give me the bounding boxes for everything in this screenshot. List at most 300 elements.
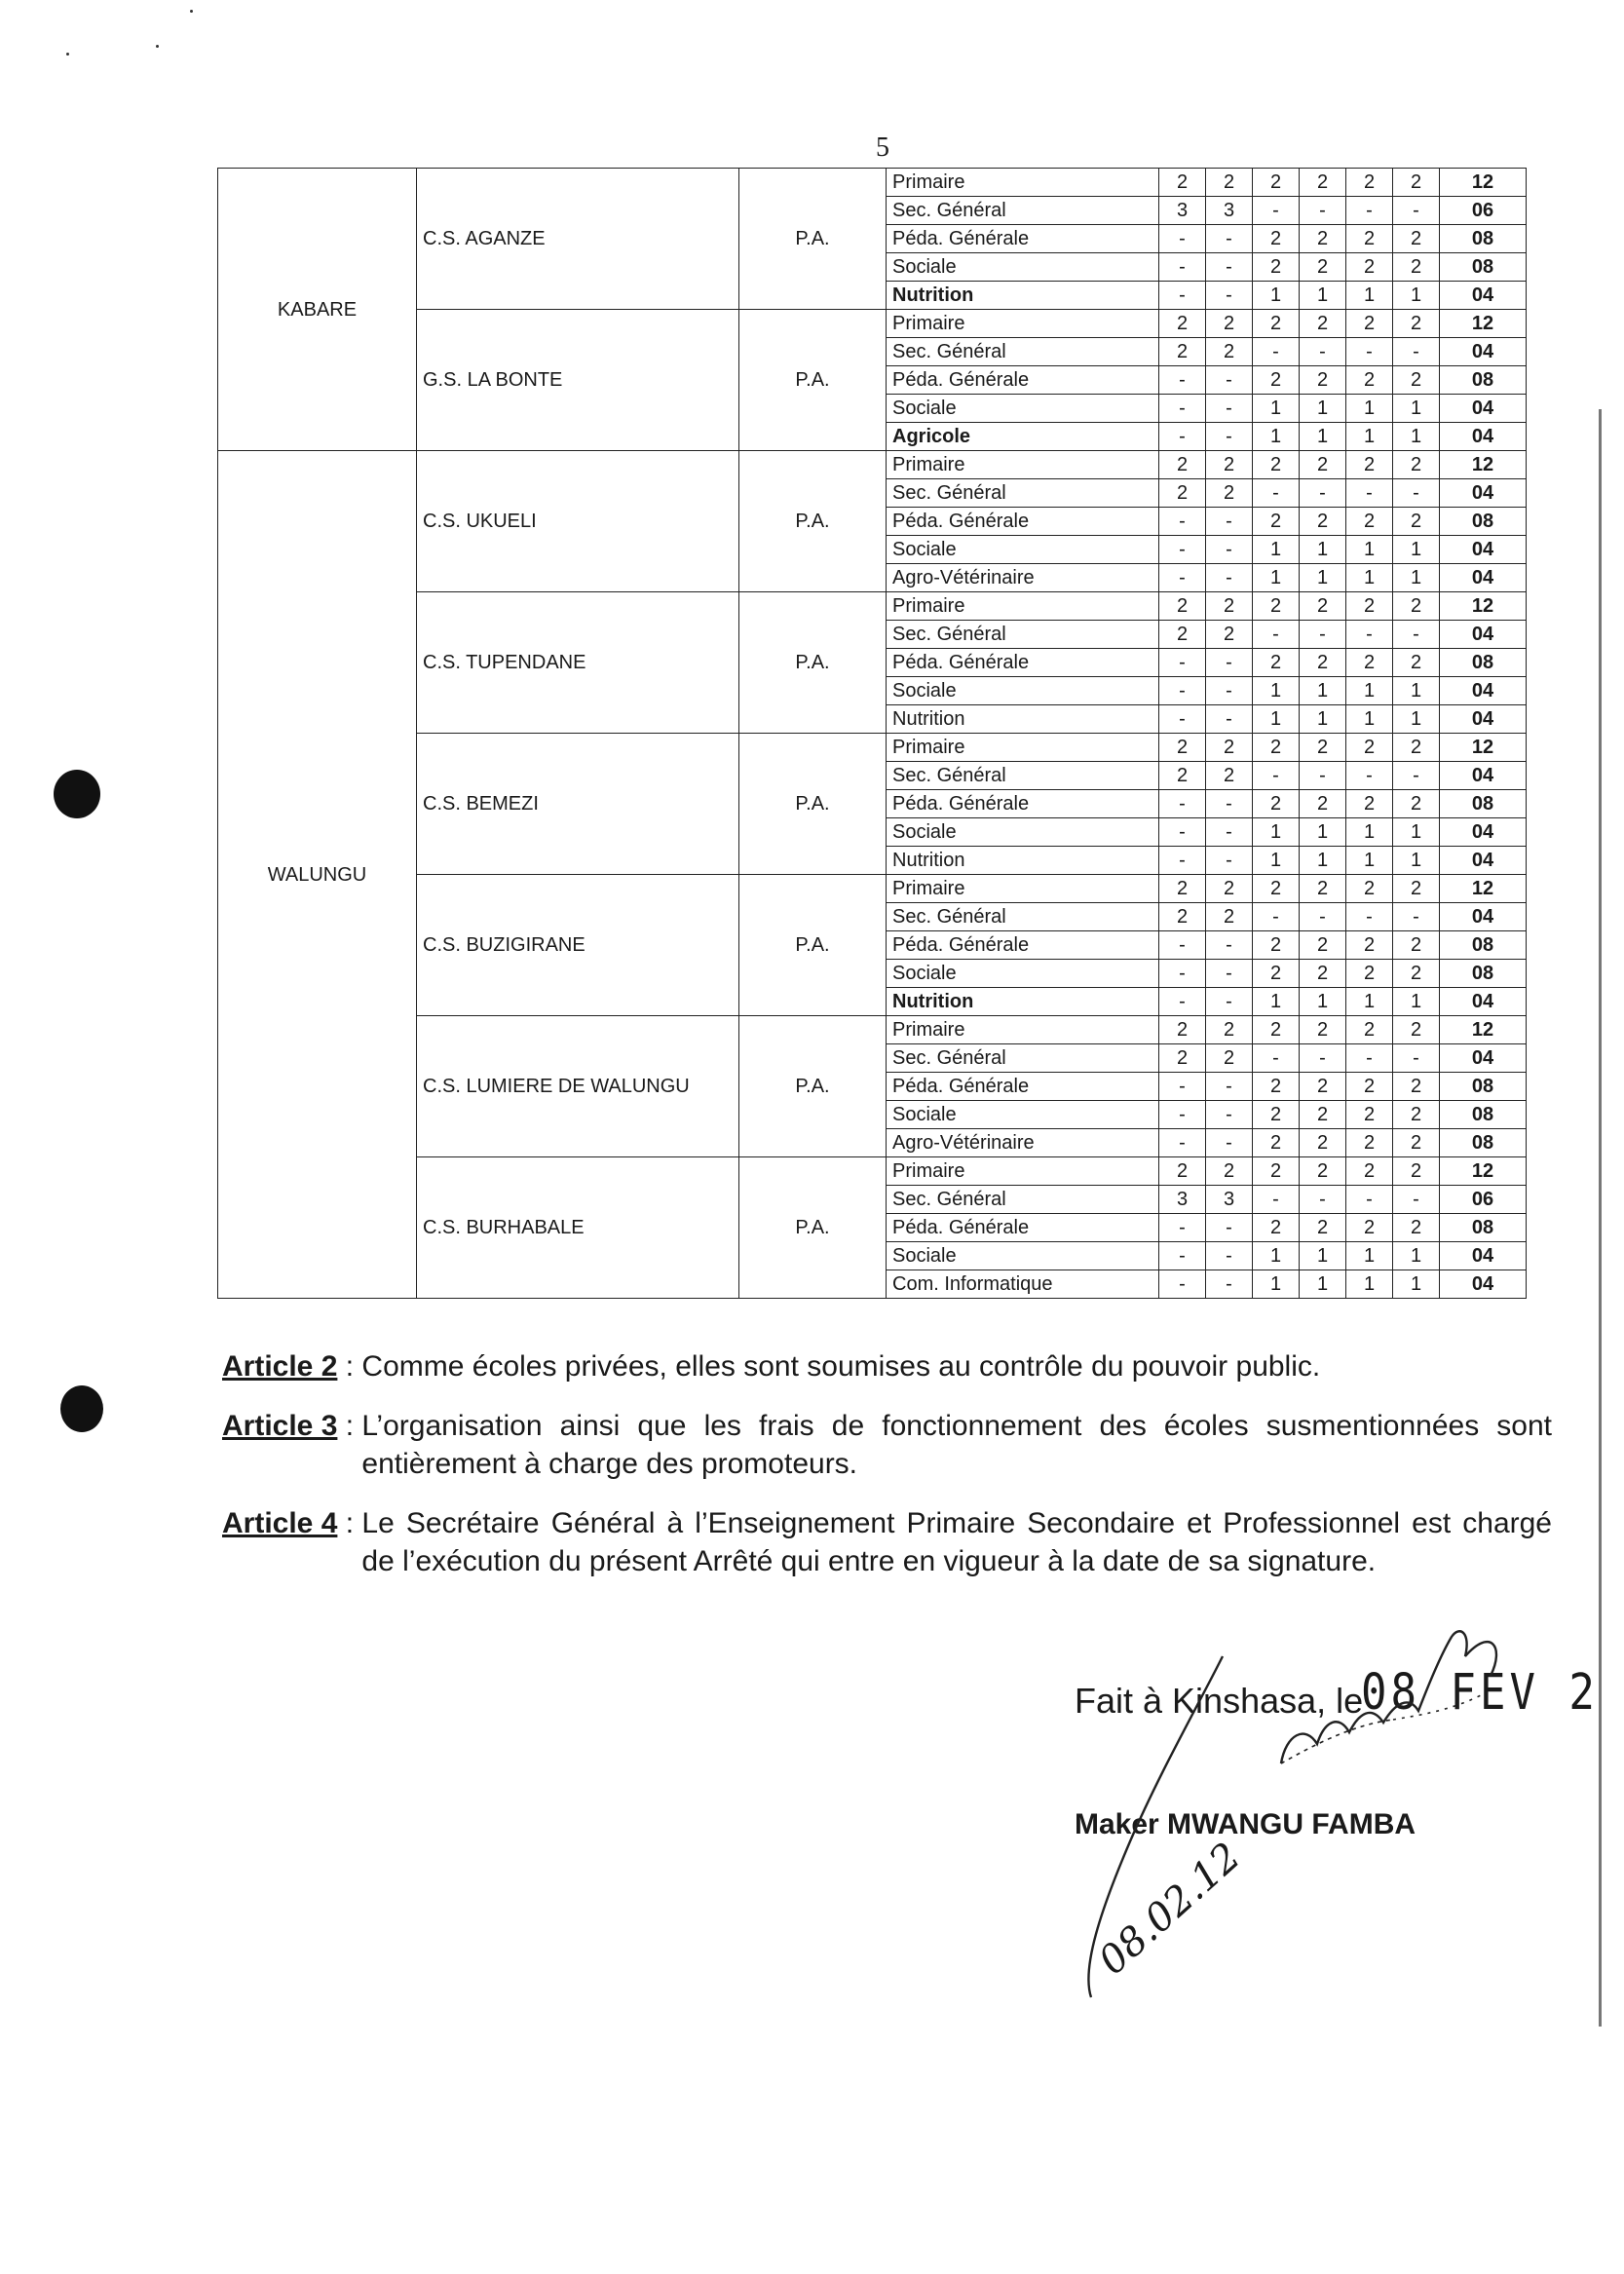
class-count: 2 bbox=[1393, 960, 1440, 988]
class-count: - bbox=[1206, 366, 1253, 395]
class-count: 2 bbox=[1300, 790, 1346, 818]
class-count: 1 bbox=[1393, 395, 1440, 423]
class-count: 1 bbox=[1346, 705, 1393, 734]
class-count: - bbox=[1206, 1073, 1253, 1101]
option-name: Primaire bbox=[887, 592, 1159, 621]
school-name: G.S. LA BONTE bbox=[417, 310, 739, 451]
class-count: 2 bbox=[1253, 790, 1300, 818]
class-count: 2 bbox=[1346, 169, 1393, 197]
option-name: Nutrition bbox=[887, 847, 1159, 875]
class-count: - bbox=[1159, 649, 1206, 677]
class-count: 1 bbox=[1346, 1270, 1393, 1299]
option-name: Péda. Générale bbox=[887, 508, 1159, 536]
school-regime: P.A. bbox=[739, 592, 887, 734]
class-count: - bbox=[1206, 1101, 1253, 1129]
class-count: 1 bbox=[1253, 988, 1300, 1016]
school-regime: P.A. bbox=[739, 734, 887, 875]
scan-margin-line bbox=[1599, 409, 1602, 2027]
class-total: 12 bbox=[1440, 875, 1527, 903]
option-name: Péda. Générale bbox=[887, 1214, 1159, 1242]
class-count: 2 bbox=[1253, 169, 1300, 197]
class-count: 2 bbox=[1346, 508, 1393, 536]
class-total: 12 bbox=[1440, 1157, 1527, 1186]
class-count: 2 bbox=[1206, 1044, 1253, 1073]
class-count: 1 bbox=[1300, 988, 1346, 1016]
class-count: - bbox=[1253, 338, 1300, 366]
class-count: 1 bbox=[1393, 988, 1440, 1016]
class-total: 12 bbox=[1440, 310, 1527, 338]
class-total: 08 bbox=[1440, 1073, 1527, 1101]
class-count: 1 bbox=[1393, 847, 1440, 875]
class-count: - bbox=[1206, 1242, 1253, 1270]
option-name: Sociale bbox=[887, 818, 1159, 847]
scan-speck bbox=[190, 10, 193, 13]
option-name: Primaire bbox=[887, 1157, 1159, 1186]
class-count: 2 bbox=[1206, 169, 1253, 197]
class-count: 2 bbox=[1300, 1016, 1346, 1044]
class-count: 2 bbox=[1393, 592, 1440, 621]
option-name: Péda. Générale bbox=[887, 225, 1159, 253]
class-count: 1 bbox=[1300, 818, 1346, 847]
article-paragraph bbox=[222, 1347, 1552, 1385]
class-count: 1 bbox=[1346, 818, 1393, 847]
class-count: 2 bbox=[1300, 253, 1346, 282]
option-name: Agro-Vétérinaire bbox=[887, 564, 1159, 592]
class-count: 2 bbox=[1253, 1016, 1300, 1044]
class-count: 1 bbox=[1253, 423, 1300, 451]
class-total: 04 bbox=[1440, 903, 1527, 931]
class-count: - bbox=[1159, 1101, 1206, 1129]
class-count: 2 bbox=[1393, 1073, 1440, 1101]
article-separator: : bbox=[337, 1410, 362, 1442]
class-count: 1 bbox=[1300, 847, 1346, 875]
class-count: 1 bbox=[1300, 564, 1346, 592]
class-total: 04 bbox=[1440, 338, 1527, 366]
school-name: C.S. BUZIGIRANE bbox=[417, 875, 739, 1016]
class-count: 2 bbox=[1393, 225, 1440, 253]
class-count: 2 bbox=[1159, 1016, 1206, 1044]
class-count: - bbox=[1253, 903, 1300, 931]
class-count: 2 bbox=[1206, 762, 1253, 790]
class-count: 2 bbox=[1300, 1073, 1346, 1101]
class-count: 2 bbox=[1159, 479, 1206, 508]
class-count: - bbox=[1206, 988, 1253, 1016]
school-regime: P.A. bbox=[739, 1016, 887, 1157]
class-count: - bbox=[1159, 536, 1206, 564]
option-name: Nutrition bbox=[887, 282, 1159, 310]
class-count: - bbox=[1300, 1186, 1346, 1214]
class-count: - bbox=[1253, 197, 1300, 225]
class-total: 12 bbox=[1440, 169, 1527, 197]
class-count: 1 bbox=[1253, 564, 1300, 592]
class-count: - bbox=[1159, 564, 1206, 592]
class-count: 2 bbox=[1253, 1214, 1300, 1242]
class-count: 2 bbox=[1300, 649, 1346, 677]
class-count: 2 bbox=[1253, 649, 1300, 677]
class-count: 2 bbox=[1300, 931, 1346, 960]
option-name: Primaire bbox=[887, 734, 1159, 762]
class-total: 08 bbox=[1440, 1214, 1527, 1242]
option-name: Primaire bbox=[887, 875, 1159, 903]
class-count: 1 bbox=[1300, 536, 1346, 564]
class-count: 3 bbox=[1159, 1186, 1206, 1214]
article-label: Article 3 bbox=[222, 1410, 338, 1442]
class-count: 1 bbox=[1300, 282, 1346, 310]
class-count: 3 bbox=[1206, 197, 1253, 225]
class-count: 2 bbox=[1346, 1157, 1393, 1186]
option-name: Agro-Vétérinaire bbox=[887, 1129, 1159, 1157]
option-name: Agricole bbox=[887, 423, 1159, 451]
class-count: 2 bbox=[1346, 649, 1393, 677]
class-count: 2 bbox=[1206, 451, 1253, 479]
class-count: 2 bbox=[1393, 875, 1440, 903]
class-count: 2 bbox=[1300, 508, 1346, 536]
class-count: 2 bbox=[1253, 1157, 1300, 1186]
class-count: - bbox=[1159, 705, 1206, 734]
handwritten-date: 08.02.12 bbox=[1090, 1834, 1250, 1984]
class-count: 1 bbox=[1253, 1270, 1300, 1299]
class-total: 04 bbox=[1440, 847, 1527, 875]
article-separator: : bbox=[337, 1350, 362, 1383]
class-total: 08 bbox=[1440, 508, 1527, 536]
class-count: 1 bbox=[1253, 847, 1300, 875]
class-count: 1 bbox=[1393, 564, 1440, 592]
class-count: 2 bbox=[1300, 875, 1346, 903]
school-name: C.S. BEMEZI bbox=[417, 734, 739, 875]
class-total: 08 bbox=[1440, 960, 1527, 988]
class-total: 04 bbox=[1440, 423, 1527, 451]
class-count: - bbox=[1159, 225, 1206, 253]
class-count: - bbox=[1159, 790, 1206, 818]
school-name: C.S. TUPENDANE bbox=[417, 592, 739, 734]
class-count: - bbox=[1159, 1270, 1206, 1299]
class-total: 04 bbox=[1440, 762, 1527, 790]
class-count: 2 bbox=[1253, 451, 1300, 479]
class-count: 1 bbox=[1346, 677, 1393, 705]
article-paragraph bbox=[222, 1504, 1552, 1580]
class-count: 2 bbox=[1253, 253, 1300, 282]
scan-speck bbox=[156, 45, 159, 48]
option-name: Sec. Général bbox=[887, 621, 1159, 649]
class-count: - bbox=[1206, 847, 1253, 875]
class-count: - bbox=[1159, 282, 1206, 310]
schools-table bbox=[217, 168, 1527, 1299]
place-date: Fait à Kinshasa, le bbox=[1075, 1681, 1364, 1721]
class-count: 2 bbox=[1159, 762, 1206, 790]
school-regime: P.A. bbox=[739, 310, 887, 451]
class-total: 04 bbox=[1440, 818, 1527, 847]
class-count: 2 bbox=[1393, 366, 1440, 395]
option-name: Primaire bbox=[887, 451, 1159, 479]
class-count: 2 bbox=[1253, 875, 1300, 903]
class-total: 04 bbox=[1440, 988, 1527, 1016]
class-count: 2 bbox=[1300, 225, 1346, 253]
class-count: 2 bbox=[1159, 169, 1206, 197]
class-count: - bbox=[1393, 903, 1440, 931]
class-count: 2 bbox=[1346, 1016, 1393, 1044]
article-text: L’organisation ainsi que les frais de fonctionnement des écoles susmentionnées sont entièrement à charge des promoteurs. bbox=[361, 1410, 1552, 1480]
class-count: 2 bbox=[1346, 451, 1393, 479]
class-count: 1 bbox=[1253, 282, 1300, 310]
class-count: 2 bbox=[1346, 310, 1393, 338]
class-count: 2 bbox=[1393, 931, 1440, 960]
territory-name: WALUNGU bbox=[218, 451, 417, 1299]
class-count: 1 bbox=[1346, 536, 1393, 564]
class-count: 2 bbox=[1346, 790, 1393, 818]
class-count: 2 bbox=[1159, 1157, 1206, 1186]
class-count: - bbox=[1300, 1044, 1346, 1073]
option-name: Péda. Générale bbox=[887, 649, 1159, 677]
class-count: 2 bbox=[1346, 592, 1393, 621]
school-regime: P.A. bbox=[739, 1157, 887, 1299]
class-count: 1 bbox=[1300, 1242, 1346, 1270]
class-count: 1 bbox=[1253, 1242, 1300, 1270]
class-count: 1 bbox=[1346, 564, 1393, 592]
class-count: 1 bbox=[1253, 818, 1300, 847]
scan-speck bbox=[66, 53, 69, 56]
option-name: Sec. Général bbox=[887, 903, 1159, 931]
class-count: - bbox=[1159, 931, 1206, 960]
class-total: 04 bbox=[1440, 479, 1527, 508]
class-count: - bbox=[1346, 762, 1393, 790]
class-total: 12 bbox=[1440, 451, 1527, 479]
class-count: - bbox=[1393, 762, 1440, 790]
class-count: - bbox=[1206, 1270, 1253, 1299]
class-total: 08 bbox=[1440, 366, 1527, 395]
class-count: 1 bbox=[1346, 847, 1393, 875]
article-label: Article 4 bbox=[222, 1507, 338, 1539]
class-count: 2 bbox=[1253, 1101, 1300, 1129]
class-count: 2 bbox=[1159, 621, 1206, 649]
class-total: 04 bbox=[1440, 1044, 1527, 1073]
class-count: 2 bbox=[1206, 734, 1253, 762]
class-count: 2 bbox=[1393, 1101, 1440, 1129]
class-count: 2 bbox=[1253, 310, 1300, 338]
class-total: 08 bbox=[1440, 1101, 1527, 1129]
class-count: - bbox=[1346, 197, 1393, 225]
signatory-name: Maker MWANGU FAMBA bbox=[1075, 1808, 1416, 1840]
option-name: Sociale bbox=[887, 677, 1159, 705]
option-name: Primaire bbox=[887, 310, 1159, 338]
option-name: Sociale bbox=[887, 253, 1159, 282]
class-count: 2 bbox=[1206, 621, 1253, 649]
option-name: Sec. Général bbox=[887, 338, 1159, 366]
class-total: 08 bbox=[1440, 931, 1527, 960]
class-count: 2 bbox=[1346, 734, 1393, 762]
class-count: - bbox=[1206, 508, 1253, 536]
class-count: 2 bbox=[1393, 169, 1440, 197]
class-count: - bbox=[1159, 677, 1206, 705]
class-count: 2 bbox=[1393, 1214, 1440, 1242]
class-count: 2 bbox=[1253, 734, 1300, 762]
class-count: - bbox=[1346, 1044, 1393, 1073]
article-label: Article 2 bbox=[222, 1350, 338, 1383]
class-count: 1 bbox=[1393, 1242, 1440, 1270]
class-count: 2 bbox=[1346, 1073, 1393, 1101]
class-count: 2 bbox=[1346, 366, 1393, 395]
class-count: 2 bbox=[1393, 508, 1440, 536]
class-total: 08 bbox=[1440, 790, 1527, 818]
class-total: 04 bbox=[1440, 1242, 1527, 1270]
class-count: - bbox=[1393, 338, 1440, 366]
class-count: 3 bbox=[1159, 197, 1206, 225]
school-name: C.S. BURHABALE bbox=[417, 1157, 739, 1299]
class-count: 2 bbox=[1206, 875, 1253, 903]
class-count: 2 bbox=[1393, 310, 1440, 338]
class-count: - bbox=[1393, 1044, 1440, 1073]
class-count: 1 bbox=[1393, 818, 1440, 847]
class-count: 1 bbox=[1300, 395, 1346, 423]
class-total: 04 bbox=[1440, 395, 1527, 423]
class-count: - bbox=[1206, 536, 1253, 564]
class-count: - bbox=[1300, 338, 1346, 366]
class-count: 2 bbox=[1253, 960, 1300, 988]
class-count: - bbox=[1393, 197, 1440, 225]
article-separator: : bbox=[337, 1507, 362, 1539]
class-count: - bbox=[1206, 818, 1253, 847]
class-count: - bbox=[1159, 818, 1206, 847]
class-count: 1 bbox=[1346, 1242, 1393, 1270]
class-count: - bbox=[1159, 847, 1206, 875]
class-count: 1 bbox=[1300, 1270, 1346, 1299]
class-count: - bbox=[1206, 705, 1253, 734]
class-count: 2 bbox=[1253, 508, 1300, 536]
class-count: - bbox=[1346, 1186, 1393, 1214]
class-total: 08 bbox=[1440, 1129, 1527, 1157]
class-count: 2 bbox=[1300, 1214, 1346, 1242]
class-count: - bbox=[1159, 1242, 1206, 1270]
class-total: 04 bbox=[1440, 536, 1527, 564]
class-count: 2 bbox=[1159, 338, 1206, 366]
territory-name: KABARE bbox=[218, 169, 417, 451]
class-count: 1 bbox=[1300, 423, 1346, 451]
school-regime: P.A. bbox=[739, 875, 887, 1016]
class-total: 06 bbox=[1440, 197, 1527, 225]
class-count: 2 bbox=[1346, 931, 1393, 960]
class-count: 2 bbox=[1253, 592, 1300, 621]
class-count: - bbox=[1159, 395, 1206, 423]
class-count: 2 bbox=[1346, 1101, 1393, 1129]
class-count: - bbox=[1253, 621, 1300, 649]
class-total: 08 bbox=[1440, 649, 1527, 677]
class-count: - bbox=[1300, 621, 1346, 649]
option-name: Com. Informatique bbox=[887, 1270, 1159, 1299]
option-name: Péda. Générale bbox=[887, 790, 1159, 818]
class-count: 2 bbox=[1393, 649, 1440, 677]
class-count: - bbox=[1300, 762, 1346, 790]
option-name: Sociale bbox=[887, 960, 1159, 988]
class-count: - bbox=[1159, 423, 1206, 451]
class-total: 04 bbox=[1440, 1270, 1527, 1299]
option-name: Péda. Générale bbox=[887, 366, 1159, 395]
class-count: 2 bbox=[1206, 1157, 1253, 1186]
class-count: - bbox=[1159, 508, 1206, 536]
class-count: 2 bbox=[1393, 1129, 1440, 1157]
option-name: Sec. Général bbox=[887, 1186, 1159, 1214]
class-count: 2 bbox=[1206, 479, 1253, 508]
class-total: 12 bbox=[1440, 734, 1527, 762]
class-count: 2 bbox=[1206, 310, 1253, 338]
class-count: 2 bbox=[1300, 310, 1346, 338]
class-count: - bbox=[1206, 790, 1253, 818]
class-count: - bbox=[1393, 1186, 1440, 1214]
page-number: 5 bbox=[876, 133, 889, 163]
class-total: 06 bbox=[1440, 1186, 1527, 1214]
option-name: Sociale bbox=[887, 536, 1159, 564]
option-name: Péda. Générale bbox=[887, 1073, 1159, 1101]
class-total: 04 bbox=[1440, 621, 1527, 649]
class-count: - bbox=[1159, 366, 1206, 395]
class-count: - bbox=[1159, 988, 1206, 1016]
option-name: Sociale bbox=[887, 1101, 1159, 1129]
school-name: C.S. LUMIERE DE WALUNGU bbox=[417, 1016, 739, 1157]
class-count: - bbox=[1346, 903, 1393, 931]
class-count: 3 bbox=[1206, 1186, 1253, 1214]
class-count: - bbox=[1206, 649, 1253, 677]
school-name: C.S. UKUELI bbox=[417, 451, 739, 592]
class-count: - bbox=[1206, 677, 1253, 705]
class-total: 08 bbox=[1440, 225, 1527, 253]
class-total: 12 bbox=[1440, 592, 1527, 621]
class-count: 1 bbox=[1346, 423, 1393, 451]
class-total: 08 bbox=[1440, 253, 1527, 282]
school-name: C.S. AGANZE bbox=[417, 169, 739, 310]
class-count: 2 bbox=[1300, 451, 1346, 479]
class-count: 2 bbox=[1300, 1129, 1346, 1157]
class-count: - bbox=[1300, 479, 1346, 508]
class-total: 12 bbox=[1440, 1016, 1527, 1044]
table-row bbox=[218, 451, 1527, 479]
class-count: 1 bbox=[1393, 1270, 1440, 1299]
class-count: 2 bbox=[1300, 734, 1346, 762]
class-count: 2 bbox=[1346, 1129, 1393, 1157]
class-count: 2 bbox=[1159, 903, 1206, 931]
class-count: 2 bbox=[1300, 592, 1346, 621]
class-count: - bbox=[1346, 479, 1393, 508]
class-count: 1 bbox=[1300, 677, 1346, 705]
class-count: 2 bbox=[1206, 592, 1253, 621]
option-name: Sociale bbox=[887, 1242, 1159, 1270]
class-count: 2 bbox=[1253, 931, 1300, 960]
class-count: 2 bbox=[1159, 592, 1206, 621]
class-count: - bbox=[1253, 1186, 1300, 1214]
class-count: - bbox=[1206, 423, 1253, 451]
class-count: - bbox=[1206, 1129, 1253, 1157]
class-count: 2 bbox=[1159, 310, 1206, 338]
class-count: - bbox=[1206, 395, 1253, 423]
class-count: 2 bbox=[1159, 734, 1206, 762]
article-text: Le Secrétaire Général à l’Enseignement Primaire Secondaire et Professionnel est chargé de l’exécution du présent Arrêté qui entre en vigueur à la date de sa signature. bbox=[361, 1507, 1552, 1577]
class-count: - bbox=[1159, 1129, 1206, 1157]
class-count: 2 bbox=[1253, 1129, 1300, 1157]
class-count: 1 bbox=[1393, 677, 1440, 705]
option-name: Primaire bbox=[887, 169, 1159, 197]
class-count: - bbox=[1393, 479, 1440, 508]
class-count: 2 bbox=[1253, 225, 1300, 253]
class-count: 2 bbox=[1300, 1101, 1346, 1129]
class-count: - bbox=[1206, 931, 1253, 960]
class-count: 2 bbox=[1393, 734, 1440, 762]
class-count: - bbox=[1346, 338, 1393, 366]
class-total: 04 bbox=[1440, 677, 1527, 705]
class-count: - bbox=[1159, 253, 1206, 282]
class-count: 2 bbox=[1159, 1044, 1206, 1073]
class-count: 2 bbox=[1300, 1157, 1346, 1186]
school-regime: P.A. bbox=[739, 169, 887, 310]
class-count: 2 bbox=[1300, 960, 1346, 988]
class-count: 2 bbox=[1206, 338, 1253, 366]
class-total: 04 bbox=[1440, 282, 1527, 310]
